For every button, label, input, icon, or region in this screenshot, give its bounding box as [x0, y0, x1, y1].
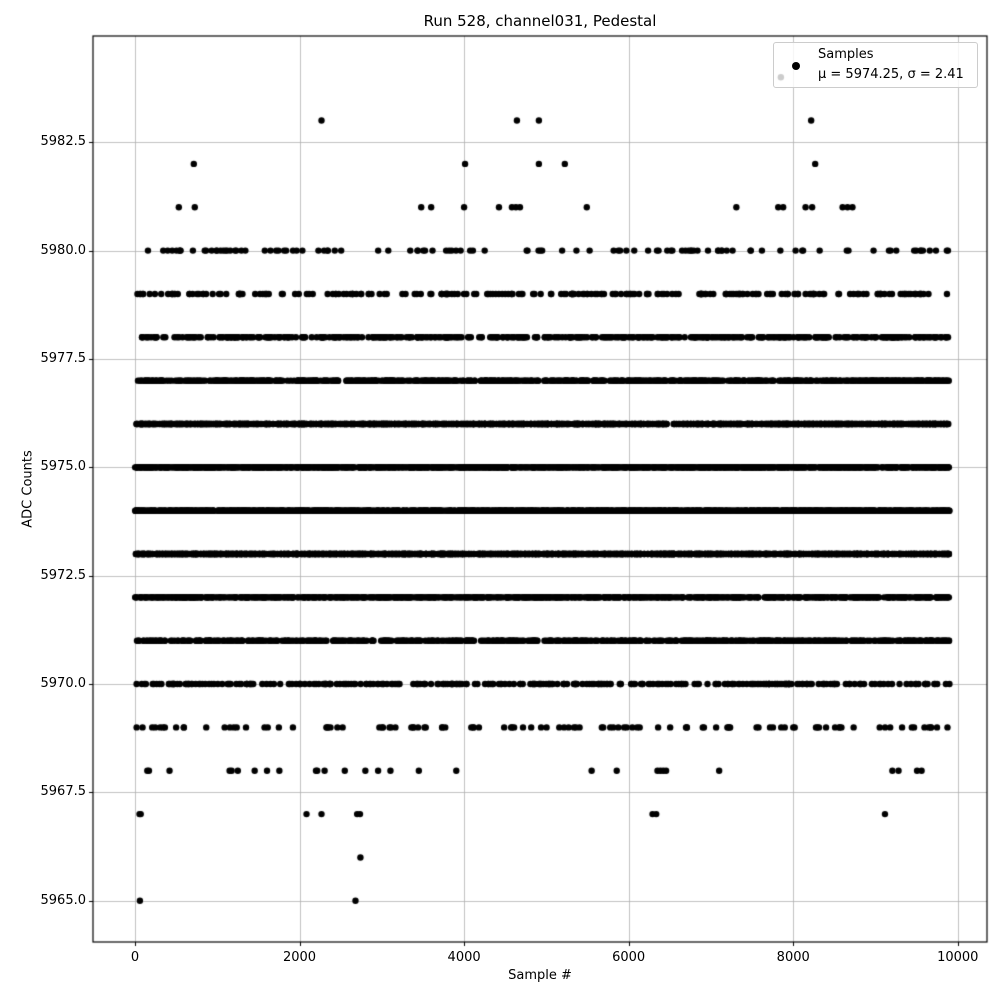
y-tick-label: 5967.5 — [40, 784, 86, 800]
legend — [773, 42, 978, 88]
y-tick-label: 5975.0 — [40, 459, 86, 475]
y-tick-label: 5982.5 — [40, 134, 86, 150]
legend-label-samples: Samples — [818, 47, 874, 62]
legend-text — [818, 45, 964, 85]
samples-marker-icon — [792, 62, 800, 70]
x-tick-label: 10000 — [937, 950, 979, 965]
y-tick-label: 5977.5 — [40, 350, 86, 366]
y-axis-label: ADC Counts — [20, 450, 36, 528]
y-tick-label: 5970.0 — [40, 676, 86, 692]
x-axis-label: Sample # — [508, 968, 572, 983]
y-tick-label: 5980.0 — [40, 242, 86, 258]
chart-title: Run 528, channel031, Pedestal — [423, 12, 657, 30]
x-tick-label: 8000 — [776, 950, 810, 965]
x-tick-label: 6000 — [612, 950, 646, 965]
x-tick-label: 2000 — [282, 950, 317, 965]
x-tick-label: 4000 — [447, 950, 481, 965]
y-tick-label: 5972.5 — [40, 567, 86, 583]
x-tick-label: 0 — [130, 950, 140, 965]
y-tick-label: 5965.0 — [40, 892, 86, 908]
legend-label-stats: μ = 5974.25, σ = 2.41 — [818, 67, 964, 82]
